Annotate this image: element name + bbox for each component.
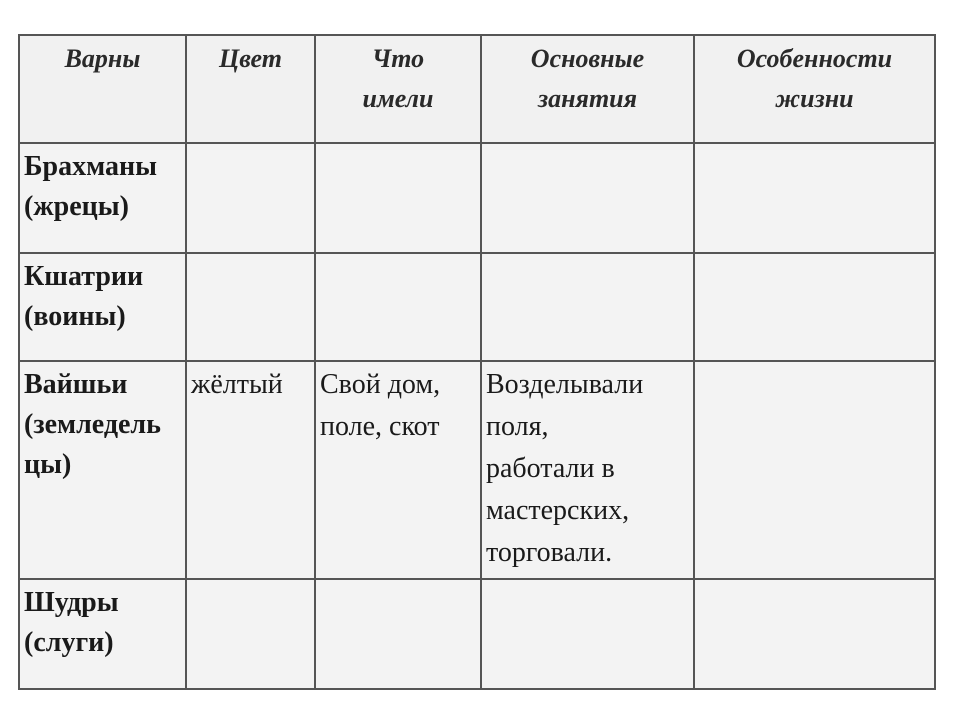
varna-name-line: Брахманы	[24, 151, 157, 182]
color-cell	[186, 253, 315, 361]
header-varna-line: Варны	[64, 44, 141, 73]
varna-cell	[19, 361, 186, 579]
table-header-row	[19, 35, 935, 143]
varna-name-line: цы)	[24, 449, 72, 480]
owned-cell	[315, 361, 481, 579]
owned-cell	[315, 579, 481, 689]
varna-name-line: Вайшьи	[24, 369, 128, 400]
occupation-line: работали в	[486, 453, 615, 484]
varna-name-line: (воины)	[24, 301, 126, 332]
life-cell	[694, 143, 935, 253]
header-color	[186, 35, 315, 143]
occupation-cell	[481, 579, 694, 689]
occupation-cell	[481, 361, 694, 579]
occupation-line: поля,	[486, 411, 549, 442]
owned-line: Свой дом,	[320, 369, 441, 400]
varna-cell	[19, 143, 186, 253]
varna-cell	[19, 253, 186, 361]
varna-name-line: Кшатрии	[24, 261, 144, 292]
occupation-line: торговали.	[486, 537, 613, 568]
color-cell	[186, 361, 315, 579]
color-cell	[186, 579, 315, 689]
occupation-line: Возделывали	[486, 369, 644, 400]
occupation-line: мастерских,	[486, 495, 630, 526]
occupation-cell	[481, 253, 694, 361]
owned-cell	[315, 143, 481, 253]
header-occupation-line-1: Основные	[530, 44, 645, 73]
header-life-line-1: Особенности	[736, 44, 893, 73]
header-owned-line-2: имели	[362, 84, 434, 113]
varna-name-line: (слуги)	[24, 627, 114, 658]
header-life-line-2: жизни	[775, 84, 854, 113]
varna-name-line: (земледель	[24, 409, 161, 440]
table-row	[19, 579, 935, 689]
header-owned	[315, 35, 481, 143]
occupation-cell	[481, 143, 694, 253]
color-line: жёлтый	[191, 369, 283, 400]
life-cell	[694, 361, 935, 579]
header-occupation-line-2: занятия	[537, 84, 638, 113]
varna-name-line: (жрецы)	[24, 191, 129, 222]
life-cell	[694, 253, 935, 361]
owned-cell	[315, 253, 481, 361]
varna-cell	[19, 579, 186, 689]
table-row	[19, 143, 935, 253]
varna-table	[18, 34, 936, 690]
header-owned-line-1: Что	[371, 44, 425, 73]
color-cell	[186, 143, 315, 253]
table-row	[19, 253, 935, 361]
owned-line: поле, скот	[320, 411, 440, 442]
header-varna	[19, 35, 186, 143]
header-life	[694, 35, 935, 143]
life-cell	[694, 579, 935, 689]
table-row	[19, 361, 935, 579]
header-occupation	[481, 35, 694, 143]
varna-name-line: Шудры	[24, 587, 119, 618]
header-color-line: Цвет	[219, 44, 282, 73]
